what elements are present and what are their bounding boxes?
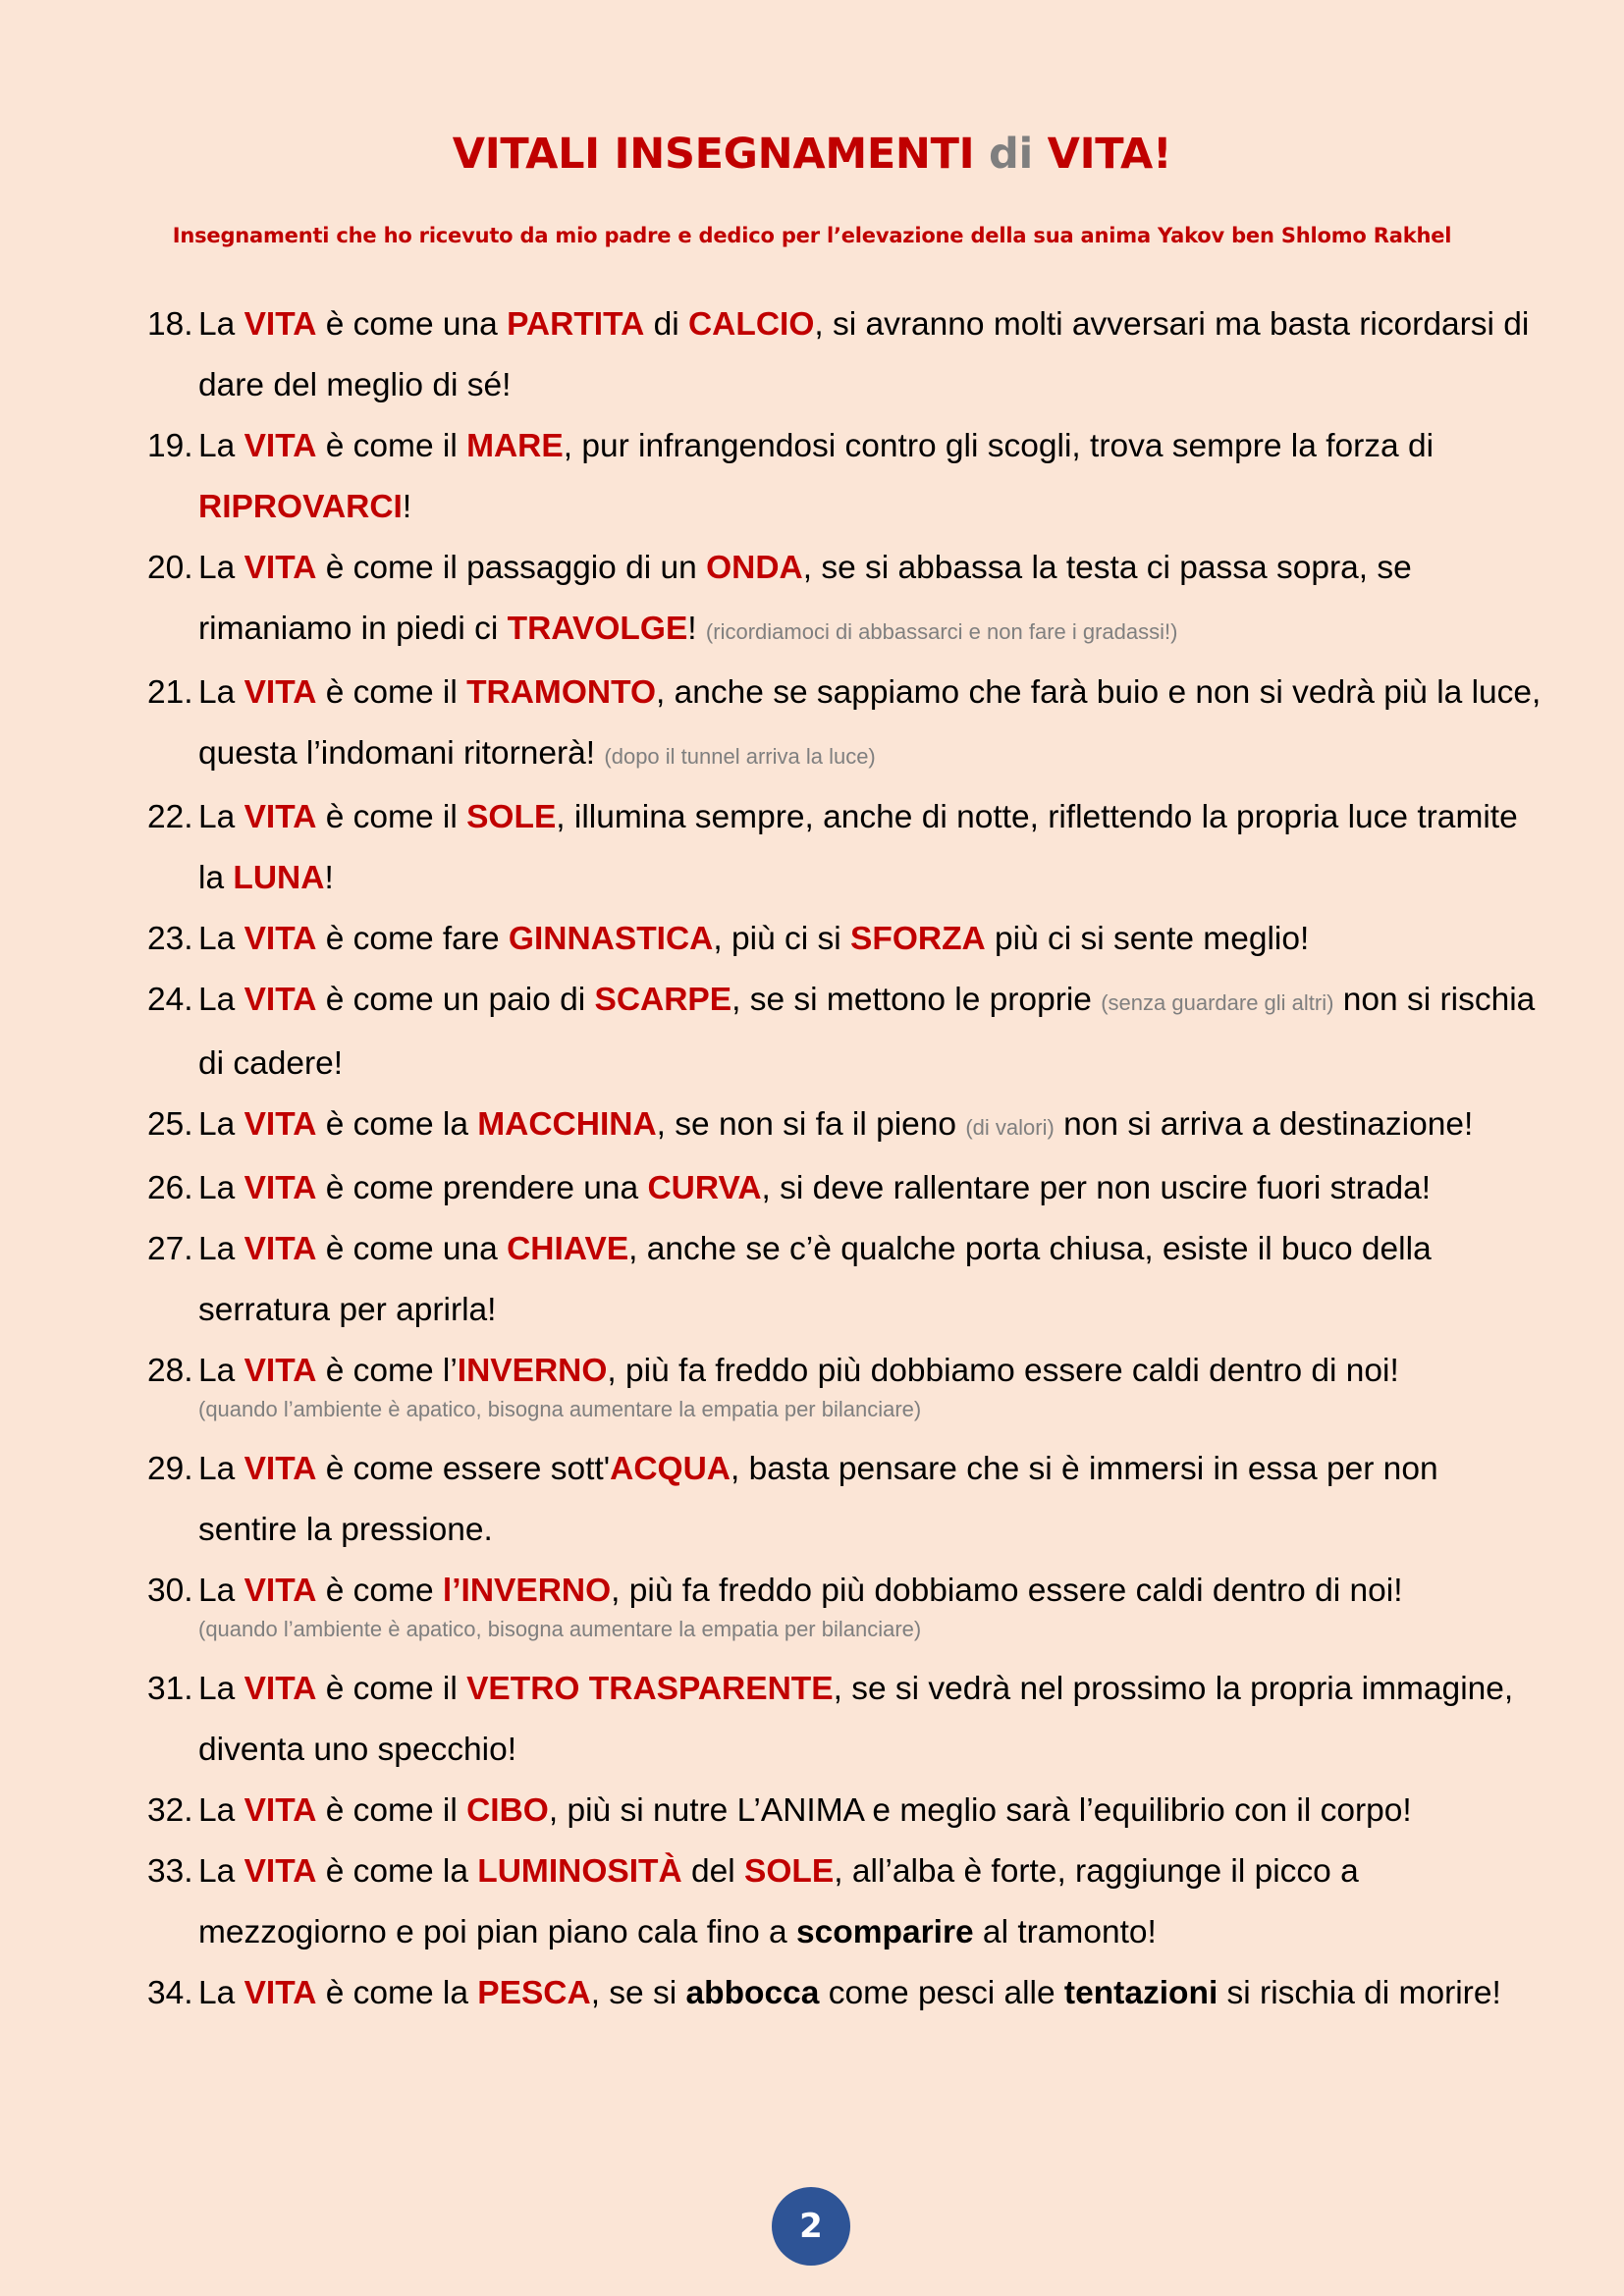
subtitle: Insegnamenti che ho ricevuto da mio padre e dedico per l’elevazione della sua anima Yakov ben Shlomo Rakhel xyxy=(172,224,1452,247)
item-number: 27. xyxy=(147,1231,193,1267)
item-text: è come la xyxy=(316,1106,478,1143)
item-text: La xyxy=(198,921,244,957)
keyword: VITA xyxy=(244,1106,317,1143)
item-text: è come il xyxy=(316,1792,467,1829)
item-text: , più ci si xyxy=(713,921,851,957)
keyword: VITA xyxy=(244,1792,317,1829)
item-text: , anche se sappiamo che farà buio e non si vedrà più la luce, questa l’indomani ritornerà! xyxy=(198,674,1542,772)
keyword: VITA xyxy=(244,306,317,343)
keyword: VITA xyxy=(244,1451,317,1487)
item-text: come pesci alle xyxy=(819,1975,1064,2011)
item-number: 26. xyxy=(147,1170,193,1206)
item-number: 32. xyxy=(147,1792,193,1829)
keyword: ACQUA xyxy=(610,1451,731,1487)
list-item xyxy=(147,787,1542,909)
list-item xyxy=(147,1158,1542,1219)
item-text: ! xyxy=(324,860,334,896)
list-item xyxy=(147,909,1542,970)
item-number: 28. xyxy=(147,1353,193,1389)
item-text: La xyxy=(198,1170,244,1206)
item-text: , basta pensare che si è immersi in essa per non sentire la pressione. xyxy=(198,1451,1438,1548)
item-text: , più fa freddo più dobbiamo essere caldi dentro di noi! xyxy=(611,1573,1403,1609)
item-number: 18. xyxy=(147,306,193,343)
item-note: (quando l’ambiente è apatico, bisogna aumentare la empatia per bilanciare) xyxy=(198,1397,922,1421)
item-number: 24. xyxy=(147,982,193,1018)
keyword: PARTITA xyxy=(507,306,645,343)
list-item xyxy=(147,1095,1542,1158)
item-text: La xyxy=(198,1573,244,1609)
keyword: VITA xyxy=(244,921,317,957)
list-item xyxy=(147,1439,1542,1561)
item-number: 33. xyxy=(147,1853,193,1890)
item-text: non si arriva a destinazione! xyxy=(1054,1106,1474,1143)
item-text: , se si vedrà nel prossimo la propria immagine, diventa uno specchio! xyxy=(198,1671,1514,1768)
list-item xyxy=(147,538,1542,663)
item-text: , più fa freddo più dobbiamo essere caldi dentro di noi! xyxy=(607,1353,1399,1389)
keyword: MACCHINA xyxy=(477,1106,657,1143)
keyword: RIPROVARCI xyxy=(198,489,403,525)
item-text: è come il xyxy=(316,674,467,711)
keyword: l’INVERNO xyxy=(442,1573,612,1609)
keyword: VITA xyxy=(244,1671,317,1707)
keyword: PESCA xyxy=(477,1975,591,2011)
item-number: 34. xyxy=(147,1975,193,2011)
item-text: La xyxy=(198,1792,244,1829)
keyword: CURVA xyxy=(647,1170,762,1206)
item-number: 31. xyxy=(147,1671,193,1707)
item-text: ! xyxy=(687,611,706,647)
item-note: (ricordiamoci di abbassarci e non fare i gradassi!) xyxy=(705,619,1178,644)
item-text: più ci si sente meglio! xyxy=(985,921,1310,957)
keyword: GINNASTICA xyxy=(508,921,714,957)
item-text: La xyxy=(198,550,244,586)
item-text: è come la xyxy=(316,1853,478,1890)
list-item xyxy=(147,1781,1542,1842)
item-text: del xyxy=(681,1853,745,1890)
item-text: , se si mettono le proprie xyxy=(731,982,1102,1018)
item-text: è come il passaggio di un xyxy=(316,550,707,586)
list-item xyxy=(147,1219,1542,1341)
item-text: , se si abbassa la testa ci passa sopra, se rimaniamo in piedi ci xyxy=(198,550,1412,647)
keyword: CHIAVE xyxy=(507,1231,629,1267)
item-text: è come una xyxy=(316,306,508,343)
item-text: , si avranno molti avversari ma basta ricordarsi di dare del meglio di sé! xyxy=(198,306,1530,403)
keyword: ONDA xyxy=(706,550,803,586)
item-text: La xyxy=(198,1231,244,1267)
page-title xyxy=(0,130,1624,179)
item-text: La xyxy=(198,306,244,343)
keyword: CALCIO xyxy=(687,306,815,343)
bold-word: scomparire xyxy=(796,1914,974,1950)
keyword: VETRO TRASPARENTE xyxy=(466,1671,834,1707)
keyword: VITA xyxy=(244,1975,317,2011)
item-text: ! xyxy=(402,489,412,525)
keyword: LUNA xyxy=(233,860,325,896)
item-text: al tramonto! xyxy=(973,1914,1157,1950)
list-item xyxy=(147,1341,1542,1439)
item-note: (quando l’ambiente è apatico, bisogna aumentare la empatia per bilanciare) xyxy=(198,1617,922,1641)
item-text: è come il xyxy=(316,428,467,464)
list-item xyxy=(147,663,1542,787)
teachings-list xyxy=(147,294,1542,2024)
list-item xyxy=(147,1561,1542,1659)
item-text: è come un paio di xyxy=(316,982,595,1018)
list-item xyxy=(147,294,1542,416)
list-item xyxy=(147,970,1542,1095)
item-text: La xyxy=(198,1671,244,1707)
item-text: , più si nutre L’ANIMA e meglio sarà l’equilibrio con il corpo! xyxy=(548,1792,1412,1829)
item-text: , illumina sempre, anche di notte, riflettendo la propria luce tramite la xyxy=(198,799,1518,896)
item-text: La xyxy=(198,1106,244,1143)
item-text: La xyxy=(198,1451,244,1487)
item-number: 29. xyxy=(147,1451,193,1487)
item-text: , all’alba è forte, raggiunge il picco a mezzogiorno e poi pian piano cala fino a xyxy=(198,1853,1359,1950)
keyword: VITA xyxy=(244,1573,317,1609)
keyword: VITA xyxy=(244,799,317,835)
keyword: TRAMONTO xyxy=(466,674,656,711)
item-text: , anche se c’è qualche porta chiusa, esiste il buco della serratura per aprirla! xyxy=(198,1231,1432,1328)
item-text: si rischia di morire! xyxy=(1218,1975,1501,2011)
title-part-1: VITALI INSEGNAMENTI xyxy=(452,130,989,179)
item-text: , se si xyxy=(590,1975,686,2011)
keyword: VITA xyxy=(244,1853,317,1890)
title-part-3: VITA! xyxy=(1032,130,1172,179)
item-note: (di valori) xyxy=(965,1115,1055,1140)
item-text: è come la xyxy=(316,1975,478,2011)
keyword: SCARPE xyxy=(594,982,732,1018)
keyword: VITA xyxy=(244,1170,317,1206)
item-text: La xyxy=(198,674,244,711)
keyword: VITA xyxy=(244,550,317,586)
item-text: è come il xyxy=(316,799,467,835)
keyword: SOLE xyxy=(466,799,557,835)
item-number: 21. xyxy=(147,674,193,711)
item-text: di xyxy=(644,306,688,343)
item-text: , si deve rallentare per non uscire fuori strada! xyxy=(761,1170,1432,1206)
keyword: VITA xyxy=(244,1231,317,1267)
keyword: LUMINOSITÀ xyxy=(477,1853,682,1890)
keyword: VITA xyxy=(244,1353,317,1389)
keyword: SOLE xyxy=(744,1853,835,1890)
list-item xyxy=(147,1659,1542,1781)
item-text: è come il xyxy=(316,1671,467,1707)
keyword: VITA xyxy=(244,674,317,711)
item-text: La xyxy=(198,1975,244,2011)
item-text: è come prendere una xyxy=(316,1170,648,1206)
keyword: TRAVOLGE xyxy=(507,611,688,647)
keyword: SFORZA xyxy=(850,921,986,957)
item-number: 20. xyxy=(147,550,193,586)
item-number: 23. xyxy=(147,921,193,957)
keyword: VITA xyxy=(244,428,317,464)
item-text: , se non si fa il pieno xyxy=(656,1106,966,1143)
item-note: (dopo il tunnel arriva la luce) xyxy=(604,744,876,769)
item-text: La xyxy=(198,982,244,1018)
title-part-2: di xyxy=(989,130,1033,179)
item-text: è come essere sott' xyxy=(316,1451,611,1487)
item-number: 22. xyxy=(147,799,193,835)
keyword: MARE xyxy=(466,428,564,464)
item-number: 19. xyxy=(147,428,193,464)
item-number: 25. xyxy=(147,1106,193,1143)
list-item xyxy=(147,416,1542,538)
keyword: CIBO xyxy=(466,1792,549,1829)
item-text: è come xyxy=(316,1573,443,1609)
item-text: , pur infrangendosi contro gli scogli, trova sempre la forza di xyxy=(563,428,1435,464)
item-text: La xyxy=(198,1353,244,1389)
keyword: INVERNO xyxy=(457,1353,608,1389)
list-item xyxy=(147,1842,1542,1963)
page-number-badge: 2 xyxy=(772,2187,850,2266)
item-text: è come fare xyxy=(316,921,509,957)
bold-word: abbocca xyxy=(685,1975,820,2011)
bold-word: tentazioni xyxy=(1063,1975,1218,2011)
item-text: non si rischia di cadere! xyxy=(198,982,1536,1082)
item-text: è come una xyxy=(316,1231,508,1267)
item-text: La xyxy=(198,1853,244,1890)
list-item xyxy=(147,1963,1542,2024)
item-number: 30. xyxy=(147,1573,193,1609)
item-text: La xyxy=(198,799,244,835)
item-text: La xyxy=(198,428,244,464)
item-note: (senza guardare gli altri) xyxy=(1101,990,1334,1015)
keyword: VITA xyxy=(244,982,317,1018)
item-text: è come l’ xyxy=(316,1353,458,1389)
